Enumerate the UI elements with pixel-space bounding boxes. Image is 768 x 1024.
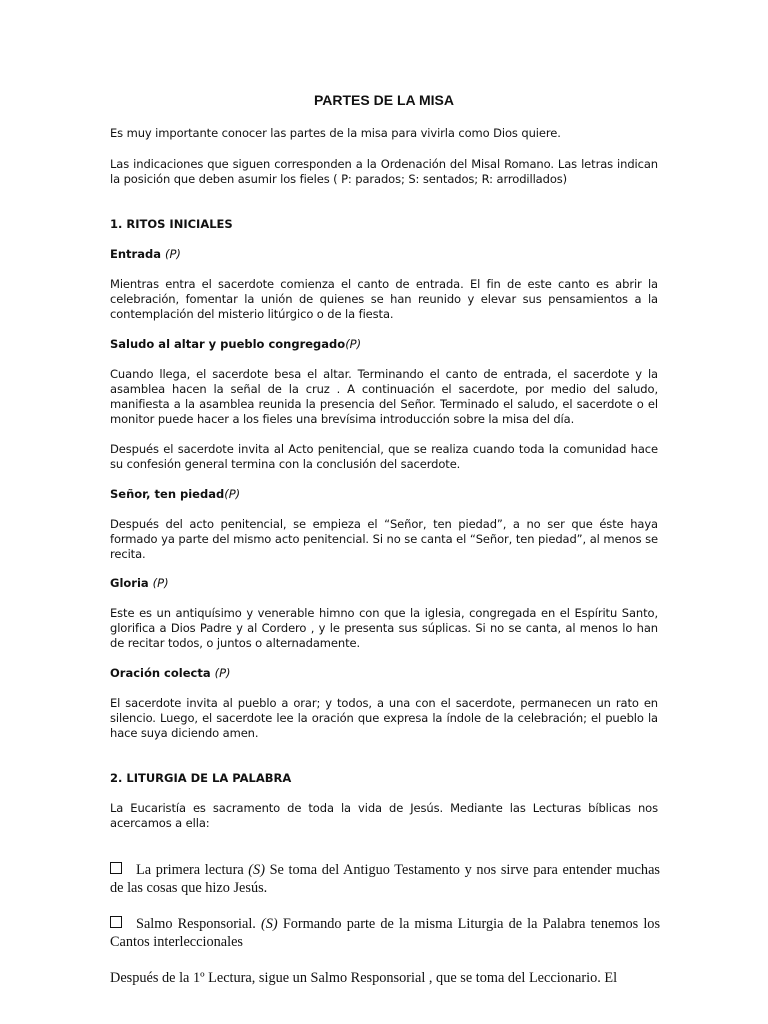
paragraph-entrada: Mientras entra el sacerdote comienza el canto de entrada. El fin de este canto es abrir la celebración, fomentar la unión de quienes se han reunido y elevar sus pensamientos a la contemplación del misterio litúrgico o de la fiesta. <box>110 277 658 321</box>
list-item-salmo: Salmo Responsorial. (S) Formando parte de la misma Liturgia de la Palabra tenemos los Cantos interleccionales <box>110 916 661 950</box>
heading-senor: Señor, ten piedad(P) <box>110 487 241 501</box>
heading-saludo: Saludo al altar y pueblo congregado(P) <box>110 337 362 351</box>
heading-gloria: Gloria (P) <box>110 576 169 590</box>
paragraph-senor: Después del acto penitencial, se empieza el “Señor, ten piedad”, a no ser que éste haya formado ya parte del mismo acto penitencial. Si no se canta el “Señor, ten piedad”, al menos se recita. <box>110 517 658 561</box>
paragraph-gloria: Este es un antiquísimo y venerable himno con que la iglesia, congregada en el Espíritu Santo, glorifica a Dios Padre y al Cordero , y le presenta sus súplicas. Si no se canta, al menos lo han de recitar todos, o juntos o alternadamente. <box>110 606 658 650</box>
paragraph-colecta: El sacerdote invita al pueblo a orar; y todos, a una con el sacerdote, permanecen un rato en silencio. Luego, el sacerdote lee la oración que expresa la índole de la celebración; el pueblo la hace suya diciendo amen. <box>110 696 658 740</box>
paragraph-saludo-2: Después el sacerdote invita al Acto penitencial, que se realiza cuando toda la comunidad hace su confesión general termina con la conclusión del sacerdote. <box>110 442 658 471</box>
section-heading-liturgia: 2. LITURGIA DE LA PALABRA <box>110 771 292 785</box>
paragraph-salmo-detail: Después de la 1º Lectura, sigue un Salmo Responsorial , que se toma del Leccionario. El <box>110 970 618 986</box>
section-heading-ritos: 1. RITOS INICIALES <box>110 217 233 231</box>
paragraph-saludo-1: Cuando llega, el sacerdote besa el altar. Terminando el canto de entrada, el sacerdote y la asamblea hacen la señal de la cruz . A continuación el sacerdote, por medio del saludo, manifiesta a la asamblea reunida la presencia del Señor. Terminado el saludo, el sacerdote o el monitor puede hacer a los fieles una brevísima introducción sobre la misa del día. <box>110 367 658 426</box>
checkbox-icon <box>110 916 122 928</box>
heading-entrada: Entrada (P) <box>110 247 181 261</box>
intro-paragraph-2: Las indicaciones que siguen corresponden a la Ordenación del Misal Romano. Las letras indican la posición que deben asumir los fieles ( P: parados; S: sentados; R: arrodillados) <box>110 157 658 186</box>
checkbox-icon <box>110 862 122 874</box>
intro-paragraph-1: Es muy importante conocer las partes de la misa para vivirla como Dios quiere. <box>110 126 561 140</box>
heading-colecta: Oración colecta (P) <box>110 666 231 680</box>
list-item-primera-lectura: La primera lectura (S) Se toma del Antiguo Testamento y nos sirve para entender muchas de las cosas que hizo Jesús. <box>110 862 660 896</box>
paragraph-liturgia-intro: La Eucaristía es sacramento de toda la vida de Jesús. Mediante las Lecturas bíblicas nos acercamos a ella: <box>110 801 658 830</box>
page-title: PARTES DE LA MISA <box>313 92 454 108</box>
